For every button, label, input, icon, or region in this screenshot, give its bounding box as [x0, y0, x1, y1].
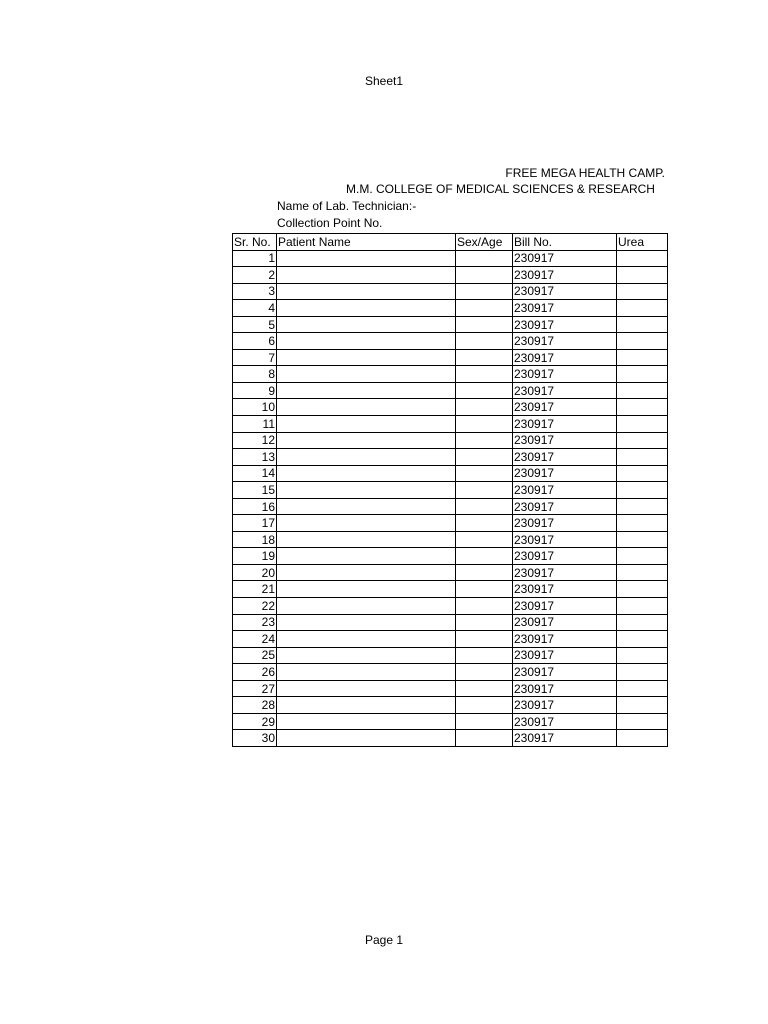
urea-cell	[617, 250, 668, 267]
urea-cell	[617, 548, 668, 565]
bill-no-cell: 230917	[513, 515, 617, 532]
urea-cell	[617, 730, 668, 747]
urea-cell	[617, 300, 668, 317]
bill-no-cell: 230917	[513, 664, 617, 681]
sr-no-cell: 29	[233, 713, 277, 730]
bill-no-cell: 230917	[513, 581, 617, 598]
table-row	[233, 382, 668, 399]
bill-no-cell: 230917	[513, 283, 617, 300]
urea-cell	[617, 531, 668, 548]
col-header-sex-age: Sex/Age	[456, 234, 513, 251]
urea-cell	[617, 382, 668, 399]
sex-age-cell	[456, 382, 513, 399]
table-row	[233, 333, 668, 350]
patient-name-cell	[277, 267, 456, 284]
sex-age-cell	[456, 730, 513, 747]
urea-cell	[617, 316, 668, 333]
bill-no-cell: 230917	[513, 647, 617, 664]
table-body	[233, 250, 668, 746]
urea-cell	[617, 713, 668, 730]
sr-no-cell: 23	[233, 614, 277, 631]
urea-cell	[617, 680, 668, 697]
table-row	[233, 283, 668, 300]
urea-cell	[617, 515, 668, 532]
urea-cell	[617, 267, 668, 284]
sr-no-cell: 5	[233, 316, 277, 333]
table-row	[233, 349, 668, 366]
table-row	[233, 564, 668, 581]
table-row	[233, 316, 668, 333]
table-row	[233, 581, 668, 598]
urea-cell	[617, 449, 668, 466]
urea-cell	[617, 465, 668, 482]
table-row	[233, 598, 668, 615]
patient-name-cell	[277, 366, 456, 383]
col-header-sr-no: Sr. No.	[233, 234, 277, 251]
bill-no-cell: 230917	[513, 432, 617, 449]
sex-age-cell	[456, 267, 513, 284]
urea-cell	[617, 366, 668, 383]
bill-no-cell: 230917	[513, 498, 617, 515]
bill-no-cell: 230917	[513, 531, 617, 548]
table-row	[233, 399, 668, 416]
sr-no-cell: 1	[233, 250, 277, 267]
sr-no-cell: 13	[233, 449, 277, 466]
table-row	[233, 697, 668, 714]
table-row	[233, 449, 668, 466]
sex-age-cell	[456, 548, 513, 565]
bill-no-cell: 230917	[513, 300, 617, 317]
sr-no-cell: 7	[233, 349, 277, 366]
bill-no-cell: 230917	[513, 465, 617, 482]
patient-name-cell	[277, 564, 456, 581]
patient-name-cell	[277, 250, 456, 267]
table-row	[233, 416, 668, 433]
bill-no-cell: 230917	[513, 416, 617, 433]
bill-no-cell: 230917	[513, 333, 617, 350]
patient-name-cell	[277, 647, 456, 664]
patient-name-cell	[277, 465, 456, 482]
sex-age-cell	[456, 366, 513, 383]
bill-no-cell: 230917	[513, 399, 617, 416]
patient-name-cell	[277, 548, 456, 565]
sr-no-cell: 9	[233, 382, 277, 399]
sr-no-cell: 27	[233, 680, 277, 697]
sex-age-cell	[456, 333, 513, 350]
sex-age-cell	[456, 498, 513, 515]
sex-age-cell	[456, 647, 513, 664]
patient-name-cell	[277, 631, 456, 648]
sr-no-cell: 30	[233, 730, 277, 747]
sheet-name: Sheet1	[364, 74, 404, 88]
bill-no-cell: 230917	[513, 713, 617, 730]
patient-name-cell	[277, 697, 456, 714]
patient-name-cell	[277, 581, 456, 598]
sex-age-cell	[456, 300, 513, 317]
patient-name-cell	[277, 416, 456, 433]
sr-no-cell: 18	[233, 531, 277, 548]
table-row	[233, 713, 668, 730]
bill-no-cell: 230917	[513, 382, 617, 399]
college-title-text: M.M. COLLEGE OF MEDICAL SCIENCES & RESEARCH	[346, 182, 655, 196]
patient-name-cell	[277, 664, 456, 681]
urea-cell	[617, 581, 668, 598]
bill-no-cell: 230917	[513, 697, 617, 714]
bill-no-cell: 230917	[513, 449, 617, 466]
sex-age-cell	[456, 515, 513, 532]
urea-cell	[617, 697, 668, 714]
table-row	[233, 631, 668, 648]
sr-no-cell: 15	[233, 482, 277, 499]
bill-no-cell: 230917	[513, 366, 617, 383]
sr-no-cell: 6	[233, 333, 277, 350]
sr-no-cell: 12	[233, 432, 277, 449]
sex-age-cell	[456, 449, 513, 466]
sr-no-cell: 21	[233, 581, 277, 598]
col-header-bill-no: Bill No.	[513, 234, 617, 251]
urea-cell	[617, 598, 668, 615]
bill-no-cell: 230917	[513, 349, 617, 366]
patient-name-cell	[277, 382, 456, 399]
sr-no-cell: 14	[233, 465, 277, 482]
patient-name-cell	[277, 598, 456, 615]
patient-name-cell	[277, 333, 456, 350]
table-row	[233, 366, 668, 383]
table-row	[233, 432, 668, 449]
urea-cell	[617, 482, 668, 499]
sex-age-cell	[456, 713, 513, 730]
table-row	[233, 548, 668, 565]
patient-name-cell	[277, 515, 456, 532]
sex-age-cell	[456, 614, 513, 631]
sr-no-cell: 4	[233, 300, 277, 317]
collection-point-label: Collection Point No.	[277, 216, 383, 230]
sr-no-cell: 22	[233, 598, 277, 615]
patient-name-cell	[277, 399, 456, 416]
sex-age-cell	[456, 664, 513, 681]
college-title	[330, 182, 665, 196]
sex-age-cell	[456, 631, 513, 648]
patient-name-cell	[277, 482, 456, 499]
sr-no-cell: 11	[233, 416, 277, 433]
sr-no-cell: 16	[233, 498, 277, 515]
table-row	[233, 647, 668, 664]
table-row	[233, 498, 668, 515]
bill-no-cell: 230917	[513, 316, 617, 333]
patient-name-cell	[277, 316, 456, 333]
patient-name-cell	[277, 349, 456, 366]
sr-no-cell: 19	[233, 548, 277, 565]
sex-age-cell	[456, 482, 513, 499]
sex-age-cell	[456, 250, 513, 267]
bill-no-cell: 230917	[513, 267, 617, 284]
table-header-row	[233, 234, 668, 251]
patient-name-cell	[277, 680, 456, 697]
sr-no-cell: 2	[233, 267, 277, 284]
patient-name-cell	[277, 713, 456, 730]
urea-cell	[617, 614, 668, 631]
urea-cell	[617, 349, 668, 366]
sex-age-cell	[456, 399, 513, 416]
bill-no-cell: 230917	[513, 631, 617, 648]
page-number: Page 1	[364, 933, 404, 947]
sex-age-cell	[456, 316, 513, 333]
patient-name-cell	[277, 283, 456, 300]
col-header-patient-name: Patient Name	[277, 234, 456, 251]
urea-cell	[617, 631, 668, 648]
table-row	[233, 730, 668, 747]
table-row	[233, 482, 668, 499]
urea-cell	[617, 498, 668, 515]
urea-cell	[617, 432, 668, 449]
bill-no-cell: 230917	[513, 564, 617, 581]
bill-no-cell: 230917	[513, 482, 617, 499]
table-row	[233, 531, 668, 548]
sex-age-cell	[456, 465, 513, 482]
bill-no-cell: 230917	[513, 680, 617, 697]
lab-technician-label: Name of Lab. Technician:-	[277, 199, 417, 213]
sr-no-cell: 8	[233, 366, 277, 383]
sex-age-cell	[456, 416, 513, 433]
patient-name-cell	[277, 614, 456, 631]
table-row	[233, 267, 668, 284]
sex-age-cell	[456, 349, 513, 366]
sex-age-cell	[456, 432, 513, 449]
table-row	[233, 465, 668, 482]
bill-no-cell: 230917	[513, 548, 617, 565]
bill-no-cell: 230917	[513, 250, 617, 267]
urea-cell	[617, 564, 668, 581]
urea-cell	[617, 416, 668, 433]
patient-name-cell	[277, 432, 456, 449]
urea-cell	[617, 283, 668, 300]
sex-age-cell	[456, 598, 513, 615]
table-row	[233, 664, 668, 681]
patient-table	[232, 233, 668, 747]
sr-no-cell: 28	[233, 697, 277, 714]
sex-age-cell	[456, 564, 513, 581]
bill-no-cell: 230917	[513, 614, 617, 631]
table-row	[233, 680, 668, 697]
urea-cell	[617, 664, 668, 681]
patient-name-cell	[277, 449, 456, 466]
bill-no-cell: 230917	[513, 598, 617, 615]
sr-no-cell: 25	[233, 647, 277, 664]
urea-cell	[617, 399, 668, 416]
table-row	[233, 614, 668, 631]
patient-name-cell	[277, 498, 456, 515]
sr-no-cell: 3	[233, 283, 277, 300]
col-header-urea: Urea	[617, 234, 668, 251]
sex-age-cell	[456, 283, 513, 300]
urea-cell	[617, 333, 668, 350]
patient-name-cell	[277, 531, 456, 548]
patient-name-cell	[277, 300, 456, 317]
sr-no-cell: 26	[233, 664, 277, 681]
table-row	[233, 250, 668, 267]
sr-no-cell: 20	[233, 564, 277, 581]
table-row	[233, 300, 668, 317]
sex-age-cell	[456, 697, 513, 714]
sex-age-cell	[456, 581, 513, 598]
sr-no-cell: 10	[233, 399, 277, 416]
table-row	[233, 515, 668, 532]
patient-name-cell	[277, 730, 456, 747]
sex-age-cell	[456, 680, 513, 697]
camp-title: FREE MEGA HEALTH CAMP.	[505, 166, 665, 180]
urea-cell	[617, 647, 668, 664]
bill-no-cell: 230917	[513, 730, 617, 747]
sex-age-cell	[456, 531, 513, 548]
sr-no-cell: 17	[233, 515, 277, 532]
sr-no-cell: 24	[233, 631, 277, 648]
